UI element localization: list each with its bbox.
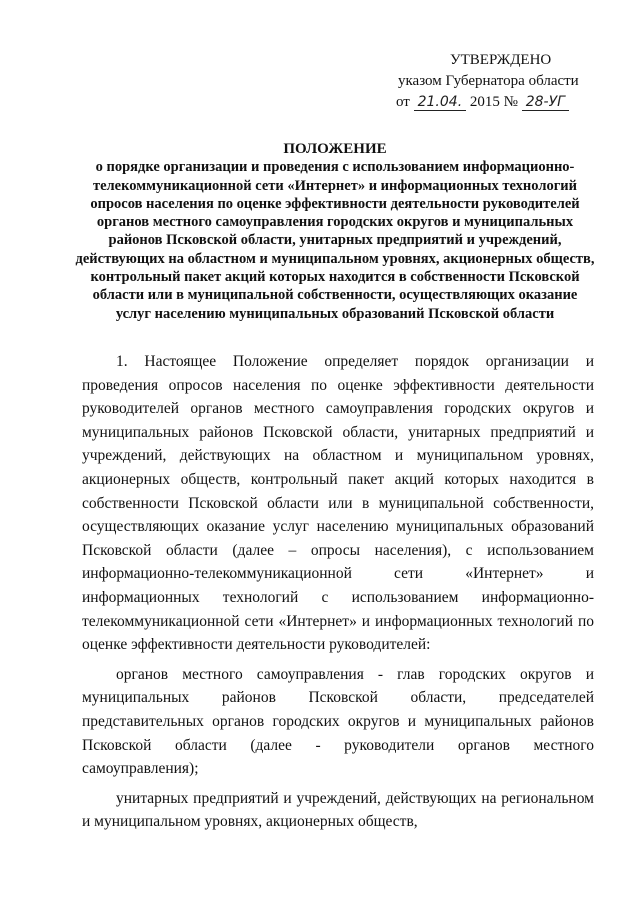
handwritten-number: 28-УГ xyxy=(522,94,569,111)
document-body xyxy=(82,350,594,834)
document-title xyxy=(75,140,595,323)
approval-date-line xyxy=(380,92,610,113)
title-heading: ПОЛОЖЕНИЕ xyxy=(283,141,387,157)
approval-decree-line: указом Губернатора области xyxy=(398,73,579,89)
paragraph-2: органов местного самоуправления - глав городских округов и муниципальных районов Псковской области, председателей представительных органов городских округов и муниципальных районов Псковской области (далее - руководители органов местного самоуправления); xyxy=(82,665,594,778)
approval-stamp xyxy=(380,50,610,113)
handwritten-date: 21.04. xyxy=(414,94,467,111)
title-subtitle: о порядке организации и проведения с использованием информационно-телекоммуникационной сети «Интернет» и информационных технологий опросов населения по оценке эффективности деятельности руководителей органов местного самоуправления городских округов и муниципальных районов Псковской области, унитарных предприятий и учреждений, действующих на областном и муниципальном уровнях, акционерных обществ, контрольный пакет акций которых находится в собственности Псковской области или в муниципальной собственности, осуществляющих оказание услуг населению муниципальных образований Псковской области xyxy=(75,159,595,322)
paragraph-1: 1. Настоящее Положение определяет порядок организации и проведения опросов населения по оценке эффективности деятельности руководителей органов местного самоуправления городских округов и муниципальных районов Псковской области, унитарных предприятий и учреждений, действующих на областном и муниципальном уровнях, акционерных обществ, контрольный пакет акций которых находится в собственности Псковской области или в муниципальной собственности, осуществляющих оказание услуг населению муниципальных образований Псковской области (далее – опросы населения), с использованием информационно-телекоммуникационной сети «Интернет» и информационных технологий с использованием информационно-телекоммуникационной сети «Интернет» и информационных технологий по оценке эффективности деятельности руководителей: xyxy=(82,353,594,654)
approval-year: 2015 № xyxy=(469,94,518,110)
paragraph-3: унитарных предприятий и учреждений, действующих на региональном и муниципальном уровнях, акционерных обществ, xyxy=(82,789,594,831)
approval-from-prefix: от xyxy=(396,94,410,110)
approval-heading: УТВЕРЖДЕНО xyxy=(450,52,552,68)
